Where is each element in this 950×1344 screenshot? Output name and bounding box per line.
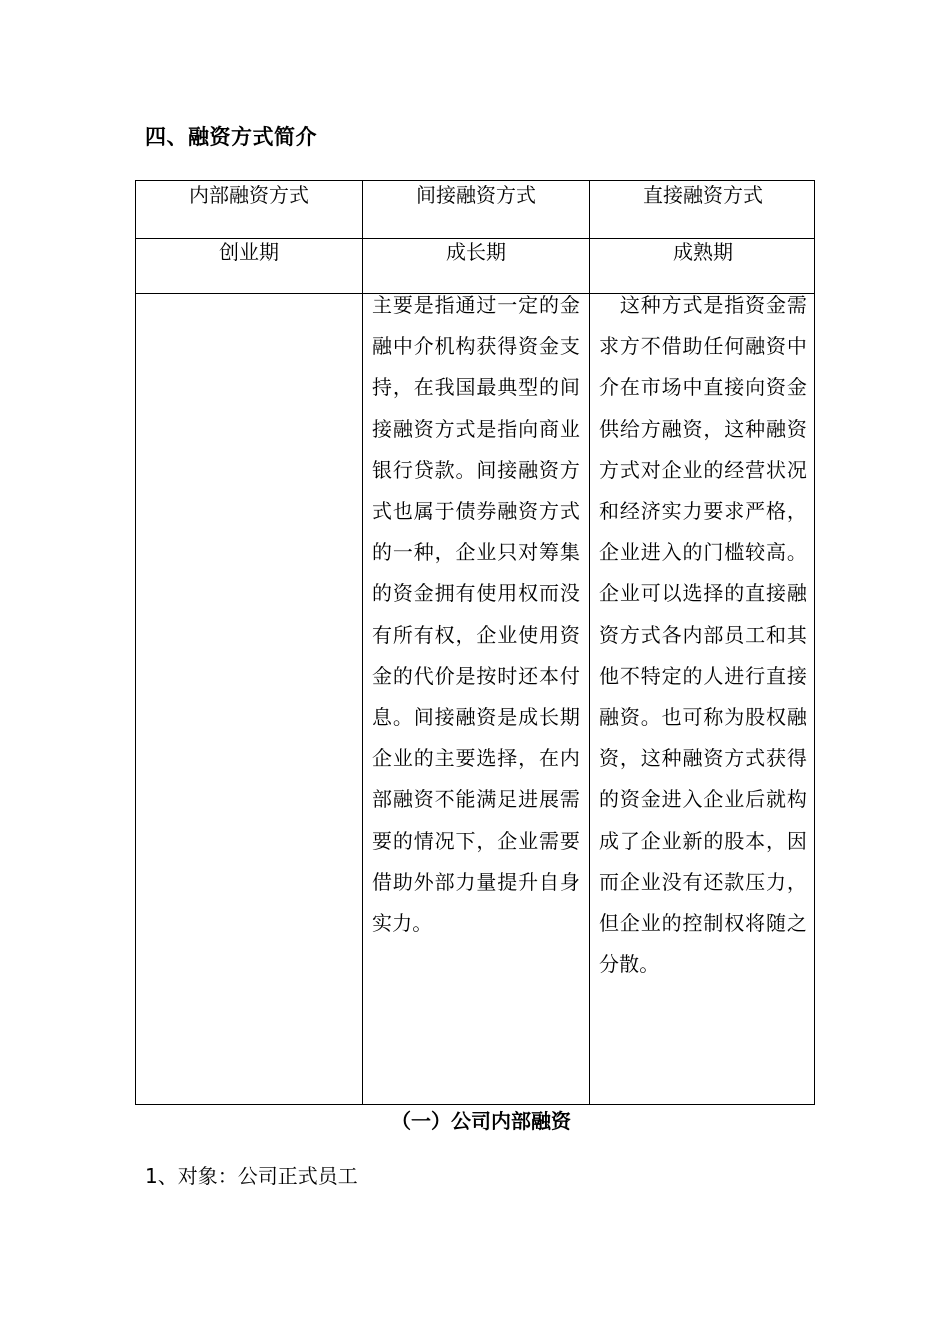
stage-startup: 创业期 — [219, 240, 279, 264]
stage-mature: 成熟期 — [673, 240, 733, 264]
header-indirect-financing: 间接融资方式 — [416, 183, 536, 207]
direct-financing-description: 这种方式是指资金需求方不借助任何融资中介在市场中直接向资金供给方融资，这种融资方式对企业的经营状况和经济实力要求严格，企业进入的门槛较高。企业可以选择的直接融资方式各内部员工和其他不特定的人进行直接融资。也可称为股权融资，这种融资方式获得的资金进入企业后就构成了企业新的股本，因而企业没有还款压力，但企业的控制权将随之分散。 — [599, 293, 807, 977]
header-direct-financing: 直接融资方式 — [643, 183, 763, 207]
column-divider — [362, 181, 363, 1104]
subsection-heading: （一）公司内部融资 — [391, 1109, 571, 1133]
indirect-financing-description: 主要是指通过一定的金融中介机构获得资金支持，在我国最典型的间接融资方式是指向商业银行贷款。间接融资方式也属于债券融资方式的一种，企业只对筹集的资金拥有使用权而没有所有权，企业使用资金的代价是按时还本付息。间接融资是成长期企业的主要选择，在内部融资不能满足进展需要的情况下，企业需要借助外部力量提升自身实力。 — [372, 293, 580, 936]
section-heading: 四、融资方式简介 — [145, 125, 317, 149]
header-internal-financing: 内部融资方式 — [189, 183, 309, 207]
body-paragraph: 1、对象：公司正式员工 — [145, 1164, 358, 1188]
column-divider — [589, 181, 590, 1104]
stage-growth: 成长期 — [446, 240, 506, 264]
financing-methods-table — [135, 180, 815, 1105]
